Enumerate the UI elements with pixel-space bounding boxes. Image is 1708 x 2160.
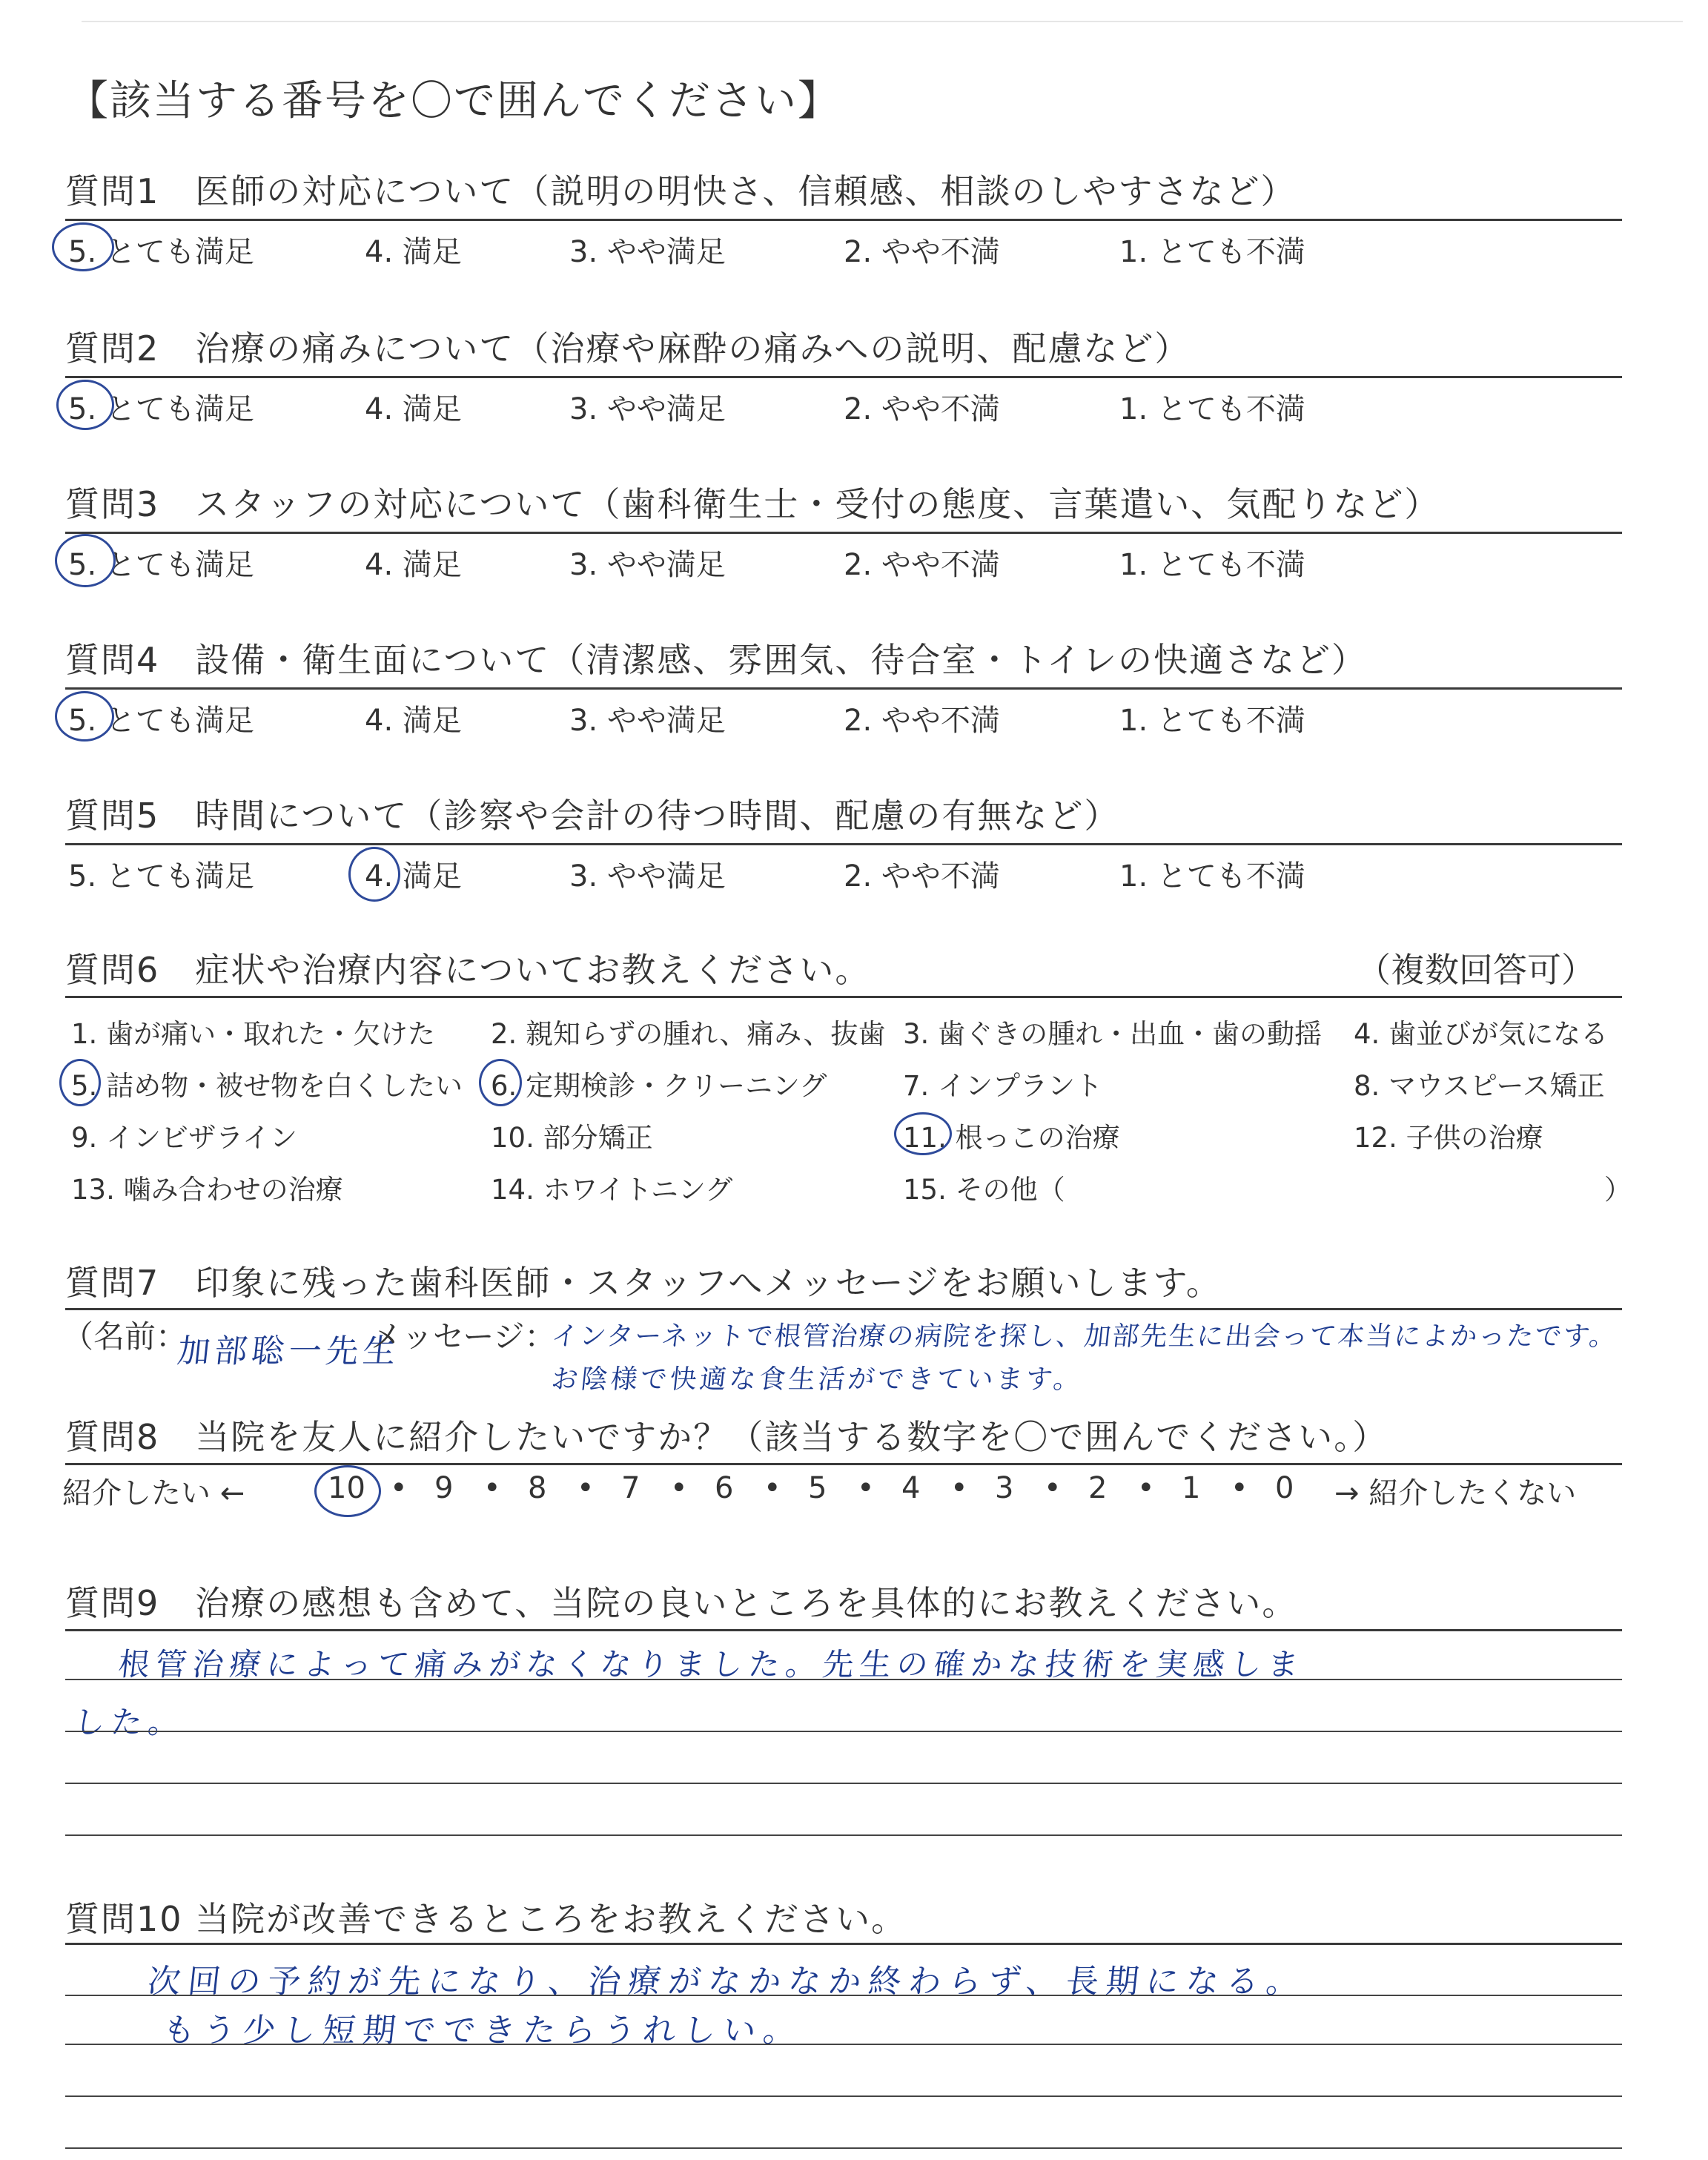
q8-left-label: 紹介したい ← [62, 1476, 245, 1510]
q8-scale-sep: • [950, 1471, 968, 1505]
q6-item: 1. 歯が痛い・取れた・欠けた [71, 1018, 436, 1050]
q1-option-4: 4. 満足 [365, 235, 462, 269]
q8-scale-4: 4 [901, 1471, 921, 1505]
q3-option-4: 4. 満足 [365, 548, 462, 582]
q1-option-2: 2. やや不満 [844, 235, 1000, 269]
q8-scale-sep: • [1044, 1471, 1062, 1505]
q10-writing-line [65, 2044, 1622, 2045]
q7-message-line-2: お陰様で快適な食生活ができています。 [549, 1364, 1085, 1395]
q10-writing-line [65, 1995, 1622, 1996]
q6-item: 4. 歯並びが気になる [1354, 1018, 1609, 1050]
question-2-title: 質問2 治療の痛みについて（治療や麻酔の痛みへの説明、配慮など） [65, 328, 1191, 369]
q8-scale-sep: • [1231, 1471, 1248, 1505]
q9-answer-line-2: した。 [72, 1704, 188, 1740]
q9-writing-line [65, 1679, 1622, 1680]
q7-name-label: （名前： [62, 1318, 188, 1355]
q5-option-5: 5. とても満足 [68, 859, 254, 894]
q9-writing-line [65, 1783, 1622, 1784]
q6-item: 12. 子供の治療 [1354, 1122, 1543, 1154]
q4-option-4: 4. 満足 [365, 704, 462, 738]
question-9-title: 質問9 治療の感想も含めて、当院の良いところを具体的にお教えください。 [65, 1583, 1298, 1623]
q8-scale-5: 5 [808, 1471, 827, 1505]
q4-option-5: 5. とても満足 [68, 704, 254, 738]
q8-scale-10: 10 [328, 1471, 365, 1505]
q6-item: 9. インビザライン [71, 1122, 297, 1154]
question-8-title: 質問8 当院を友人に紹介したいですか？（該当する数字を〇で囲んでください。） [65, 1417, 1388, 1457]
q3-option-5: 5. とても満足 [68, 548, 254, 582]
q8-right-label: → 紹介したくない [1334, 1476, 1577, 1510]
q5-option-4: 4. 満足 [365, 859, 462, 894]
q6-item: 14. ホワイトニング [491, 1174, 733, 1206]
q6-item: 3. 歯ぐきの腫れ・出血・歯の動揺 [903, 1018, 1323, 1050]
q6-item: 2. 親知らずの腫れ、痛み、抜歯 [491, 1018, 886, 1050]
q8-scale-0: 0 [1275, 1471, 1294, 1505]
q1-option-3: 3. やや満足 [569, 235, 726, 269]
q9-writing-line [65, 1834, 1622, 1836]
question-10-rule [65, 1943, 1622, 1945]
question-1-title: 質問1 医師の対応について（説明の明快さ、信頼感、相談のしやすさなど） [65, 171, 1297, 211]
q7-message-label: メッセージ： [371, 1318, 556, 1355]
q2-option-3: 3. やや満足 [569, 392, 726, 426]
top-border [82, 21, 1683, 22]
q2-option-2: 2. やや不満 [844, 392, 1000, 426]
q8-scale-sep: • [577, 1471, 595, 1505]
q8-scale-9: 9 [434, 1471, 454, 1505]
q6-item: 15. その他（ [903, 1174, 1065, 1206]
q5-option-3: 3. やや満足 [569, 859, 726, 894]
q6-item: 6. 定期検診・クリーニング [491, 1070, 827, 1102]
q8-scale-6: 6 [715, 1471, 734, 1505]
question-4-rule [65, 687, 1622, 690]
q5-option-2: 2. やや不満 [844, 859, 1000, 894]
q3-option-1: 1. とても不満 [1119, 548, 1305, 582]
q10-writing-line [65, 2095, 1622, 2097]
q8-scale-1: 1 [1182, 1471, 1201, 1505]
question-7-title: 質問7 印象に残った歯科医師・スタッフへメッセージをお願いします。 [65, 1263, 1222, 1303]
q2-option-1: 1. とても不満 [1119, 392, 1305, 426]
q6-item: 13. 噛み合わせの治療 [71, 1174, 343, 1206]
q6-item: 5. 詰め物・被せ物を白くしたい [71, 1070, 463, 1102]
question-7-rule [65, 1308, 1622, 1310]
q10-answer-line-1: 次回の予約が先になり、治療がなかなか終わらず、長期になる。 [145, 1963, 1308, 2001]
q8-scale-8: 8 [528, 1471, 547, 1505]
q6-item: 11. 根っこの治療 [903, 1122, 1120, 1154]
q3-option-3: 3. やや満足 [569, 548, 726, 582]
q2-option-5: 5. とても満足 [68, 392, 254, 426]
q8-scale-sep: • [764, 1471, 781, 1505]
question-5-title: 質問5 時間について（診察や会計の待つ時間、配慮の有無など） [65, 796, 1120, 836]
q6-item: 7. インプラント [903, 1070, 1103, 1102]
q6-item: 10. 部分矯正 [491, 1122, 653, 1154]
q8-scale-2: 2 [1088, 1471, 1108, 1505]
q7-name-handwritten: 加部聡一先生 [175, 1332, 403, 1370]
q7-message-line-1: インターネットで根管治療の病院を探し、加部先生に出会って本当によかったです。 [549, 1321, 1619, 1352]
q8-scale-sep: • [390, 1471, 408, 1505]
q8-scale-sep: • [857, 1471, 875, 1505]
question-8-rule [65, 1463, 1622, 1465]
q4-option-2: 2. やや不満 [844, 704, 1000, 738]
q10-writing-line [65, 2147, 1622, 2149]
q6-other-close: ） [1604, 1174, 1632, 1206]
q9-writing-line [65, 1731, 1622, 1732]
q8-scale-7: 7 [621, 1471, 640, 1505]
question-9-rule [65, 1629, 1622, 1631]
q1-option-5: 5. とても満足 [68, 235, 254, 269]
q3-option-2: 2. やや不満 [844, 548, 1000, 582]
question-6-title: 質問6 症状や治療内容についてお教えください。 [65, 950, 871, 990]
q1-option-1: 1. とても不満 [1119, 235, 1305, 269]
q8-scale-sep: • [483, 1471, 501, 1505]
question-1-rule [65, 219, 1622, 221]
question-3-title: 質問3 スタッフの対応について（歯科衛生士・受付の態度、言葉遣い、気配りなど） [65, 484, 1440, 524]
q4-option-1: 1. とても不満 [1119, 704, 1305, 738]
question-10-title: 質問10 当院が改善できるところをお教えください。 [65, 1899, 907, 1939]
question-5-rule [65, 843, 1622, 845]
q8-scale-sep: • [670, 1471, 688, 1505]
question-3-rule [65, 532, 1622, 534]
q10-answer-line-2: もう少し短期でできたらうれしい。 [160, 2012, 806, 2050]
q4-option-3: 3. やや満足 [569, 704, 726, 738]
question-6-rule [65, 996, 1622, 998]
question-6-note: （複数回答可） [1357, 950, 1595, 990]
q5-option-1: 1. とても不満 [1119, 859, 1305, 894]
question-2-rule [65, 376, 1622, 378]
question-4-title: 質問4 設備・衛生面について（清潔感、雰囲気、待合室・トイレの快適さなど） [65, 640, 1368, 680]
instruction-header: 【該当する番号を〇で囲んでください】 [67, 77, 841, 125]
q8-scale-sep: • [1137, 1471, 1155, 1505]
q8-scale-3: 3 [995, 1471, 1014, 1505]
q6-item: 8. マウスピース矯正 [1354, 1070, 1605, 1102]
q9-answer-line-1: 根管治療によって痛みがなくなりました。先生の確かな技術を実感しま [116, 1646, 1307, 1682]
q2-option-4: 4. 満足 [365, 392, 462, 426]
